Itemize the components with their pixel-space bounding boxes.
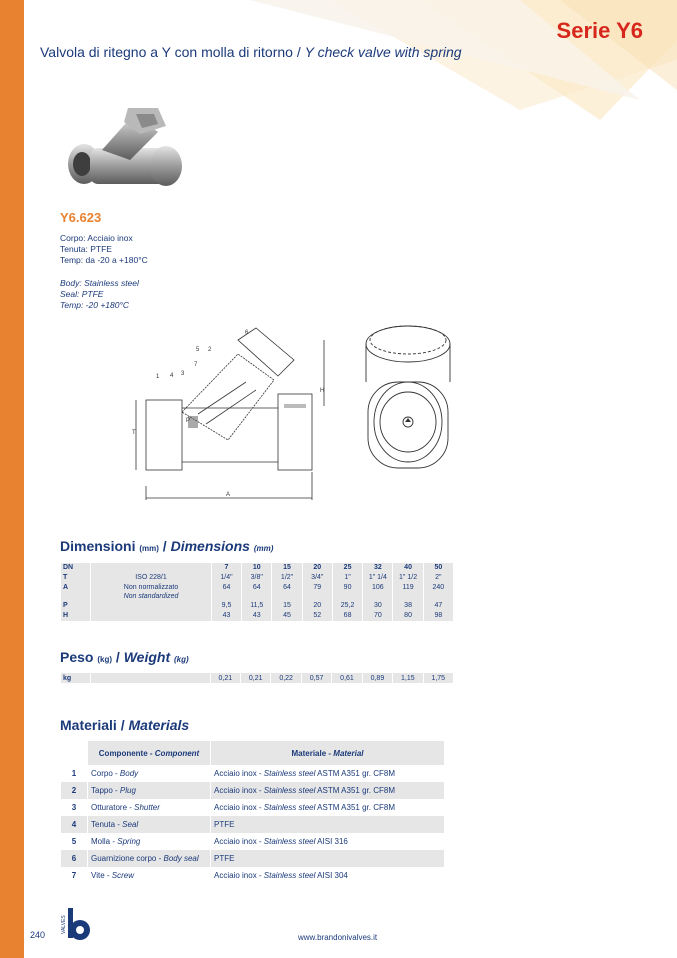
weight-title-en: Weight	[123, 649, 171, 665]
component-en: Shutter	[134, 803, 160, 812]
dimensions-cell: 11,5	[242, 601, 272, 611]
materials-heading	[60, 717, 189, 733]
callout-2: 2	[208, 347, 212, 353]
dimensions-cell: 1" 1/2	[393, 573, 423, 583]
valve-side-view	[358, 322, 458, 470]
materials-row-number: 2	[61, 782, 88, 799]
dimensions-row	[61, 563, 454, 573]
dimensions-row-label: DN	[61, 563, 91, 573]
spec-temp-it: Temp: da -20 a +180°C	[60, 255, 148, 265]
materials-sep: /	[116, 717, 129, 733]
weight-unit-en: (kg)	[174, 655, 189, 664]
material-en: Stainless steel	[263, 769, 316, 778]
materials-row	[61, 833, 445, 850]
page-number: 240	[30, 930, 46, 940]
component-it: Tenuta	[91, 820, 116, 829]
dimensions-heading	[60, 538, 273, 554]
dimensions-cell: 1/2"	[272, 573, 302, 583]
component-it: Vite	[91, 871, 105, 880]
callout-3: 3	[181, 371, 185, 377]
weight-cell: 1,75	[423, 673, 453, 683]
dimensions-table	[60, 563, 453, 621]
materials-material: Acciaio inox - Stainless steel ASTM A351 gr. CF8M	[211, 782, 445, 799]
dimensions-cell: 25,2	[332, 601, 362, 611]
component-en: Plug	[119, 786, 136, 795]
weight-cell: 0,22	[271, 673, 301, 683]
dimensions-row	[61, 583, 454, 601]
dimensions-row-label: P	[61, 601, 91, 611]
weight-cell: 1,15	[393, 673, 423, 683]
materials-row	[61, 867, 445, 884]
weight-cell: 0,21	[241, 673, 271, 683]
component-it: Tappo	[91, 786, 113, 795]
component-en: Seal	[122, 820, 139, 829]
materials-row-number: 6	[61, 850, 88, 867]
dimensions-row	[61, 573, 454, 583]
dimensions-cell: 15	[272, 563, 302, 573]
title-en: Y check valve with spring	[304, 44, 462, 60]
material-it: Acciaio inox	[214, 769, 257, 778]
component-en: Body seal	[163, 854, 199, 863]
dimensions-cell: 240	[423, 583, 453, 601]
component-it: Molla	[91, 837, 111, 846]
dimensions-row-desc	[91, 583, 212, 601]
weight-label: kg	[61, 673, 91, 683]
weight-cell: 0,89	[362, 673, 392, 683]
dimensions-desc-it: ISO 228/1	[135, 574, 167, 581]
materials-component: Corpo - Body	[88, 765, 211, 782]
dimensions-cell: 20	[302, 601, 332, 611]
material-en: Stainless steel	[263, 786, 316, 795]
material-standard: ASTM A351 gr. CF8M	[317, 786, 395, 795]
dimensions-cell: 79	[302, 583, 332, 601]
dimensions-title-it: Dimensioni	[60, 538, 136, 554]
product-code: Y6.623	[60, 210, 102, 225]
dimensions-cell: 52	[302, 611, 332, 621]
dimensions-cell: 1/4"	[211, 573, 241, 583]
materials-row-number: 5	[61, 833, 88, 850]
dimensions-cell: 1"	[332, 573, 362, 583]
spec-body-en: Body: Stainless steel	[60, 278, 139, 288]
spec-temp-en: Temp: -20 +180°C	[60, 300, 130, 310]
dimensions-row-desc	[91, 573, 212, 583]
dimensions-cell: 40	[393, 563, 423, 573]
dim-h: H	[320, 388, 325, 394]
weight-cell: 0,57	[301, 673, 331, 683]
dimensions-cell: 3/4"	[302, 573, 332, 583]
materials-table	[60, 741, 444, 884]
valve-photo	[58, 100, 194, 204]
valve-section-drawing	[128, 320, 328, 500]
website-url: www.brandonivalves.it	[298, 933, 378, 942]
dimensions-row-label: A	[61, 583, 91, 601]
callout-6: 6	[245, 330, 249, 336]
material-it: PTFE	[214, 854, 235, 863]
weight-unit-it: (kg)	[97, 655, 113, 664]
material-standard: ASTM A351 gr. CF8M	[317, 803, 395, 812]
dimensions-cell: 64	[272, 583, 302, 601]
callout-4: 4	[170, 373, 174, 379]
materials-title-en: Materials	[128, 717, 190, 733]
dimensions-cell: 90	[332, 583, 362, 601]
callout-7: 7	[194, 362, 198, 368]
dimensions-cell: 38	[393, 601, 423, 611]
series-title: Serie Y6	[556, 18, 643, 43]
materials-component: Tappo - Plug	[88, 782, 211, 799]
dimensions-row-label: H	[61, 611, 91, 621]
callout-1: 1	[156, 374, 160, 380]
material-it: Acciaio inox	[214, 786, 257, 795]
dimensions-cell: 2"	[423, 573, 453, 583]
component-it: Otturatore	[91, 803, 128, 812]
dimensions-row-desc	[91, 563, 212, 573]
materials-row	[61, 799, 445, 816]
material-it: Acciaio inox	[214, 871, 257, 880]
dimensions-sep: /	[158, 538, 171, 554]
component-it: Corpo	[91, 769, 113, 778]
material-en: Stainless steel	[263, 837, 316, 846]
materials-material: Acciaio inox - Stainless steel ASTM A351 gr. CF8M	[211, 799, 445, 816]
weight-desc-blank	[91, 673, 210, 683]
component-en: Spring	[117, 837, 141, 846]
dimensions-cell: 98	[423, 611, 453, 621]
materials-row	[61, 850, 445, 867]
callout-5: 5	[196, 347, 200, 353]
material-it: PTFE	[214, 820, 235, 829]
dimensions-cell: 1" 1/4	[363, 573, 393, 583]
dimensions-cell: 7	[211, 563, 241, 573]
dimensions-desc-en: Non standardized	[123, 593, 179, 600]
dimensions-cell: 106	[363, 583, 393, 601]
materials-row	[61, 765, 445, 782]
dimensions-cell: 47	[423, 601, 453, 611]
dimensions-cell: 119	[393, 583, 423, 601]
page-title	[40, 44, 462, 60]
component-en: Body	[119, 769, 139, 778]
weight-title-it: Peso	[60, 649, 94, 665]
materials-material: Acciaio inox - Stainless steel ASTM A351 gr. CF8M	[211, 765, 445, 782]
materials-row-number: 4	[61, 816, 88, 833]
materials-material	[211, 850, 445, 867]
orange-sidebar	[0, 0, 24, 958]
dimensions-cell: 50	[423, 563, 453, 573]
material-standard: ASTM A351 gr. CF8M	[317, 769, 395, 778]
materials-header-material: Materiale - Material	[211, 741, 445, 765]
brandoni-logo	[58, 904, 94, 944]
weight-cell: 0,21	[210, 673, 240, 683]
weight-heading	[60, 649, 189, 665]
weight-sep: /	[112, 649, 124, 665]
dimensions-cell: 43	[211, 611, 241, 621]
dimensions-row	[61, 611, 454, 621]
materials-row-number: 3	[61, 799, 88, 816]
dimensions-cell: 30	[363, 601, 393, 611]
material-it: Acciaio inox	[214, 803, 257, 812]
dimensions-cell: 25	[332, 563, 362, 573]
spec-seal-it: Tenuta: PTFE	[60, 244, 112, 254]
materials-row-number: 1	[61, 765, 88, 782]
dimensions-unit-en: (mm)	[253, 544, 274, 553]
materials-component: Tenuta - Seal	[88, 816, 211, 833]
material-it: Acciaio inox	[214, 837, 257, 846]
dimensions-cell: 15	[272, 601, 302, 611]
materials-component: Molla - Spring	[88, 833, 211, 850]
dimensions-cell: 20	[302, 563, 332, 573]
dimensions-cell: 64	[211, 583, 241, 601]
materials-header-component: Componente - Component	[88, 741, 211, 765]
materials-title-it: Materiali	[60, 717, 117, 733]
dimensions-cell: 68	[332, 611, 362, 621]
weight-cell: 0,61	[332, 673, 362, 683]
materials-row-number: 7	[61, 867, 88, 884]
dimensions-row-desc	[91, 601, 212, 611]
dimensions-cell: 10	[242, 563, 272, 573]
dimensions-cell: 9,5	[211, 601, 241, 611]
dimensions-unit-it: (mm)	[139, 544, 159, 553]
title-separator: /	[292, 44, 305, 60]
material-en: Stainless steel	[263, 871, 316, 880]
dimensions-desc-it: Non normalizzato	[123, 584, 179, 591]
dimensions-cell: 45	[272, 611, 302, 621]
dimensions-cell: 80	[393, 611, 423, 621]
material-en: Stainless steel	[263, 803, 316, 812]
materials-material: Acciaio inox - Stainless steel AISI 304	[211, 867, 445, 884]
dimensions-row-label: T	[61, 573, 91, 583]
logo-text: VALVES	[61, 915, 67, 934]
materials-component: Otturatore - Shutter	[88, 799, 211, 816]
dimensions-cell: 70	[363, 611, 393, 621]
materials-material	[211, 816, 445, 833]
material-standard: AISI 316	[317, 837, 348, 846]
dimensions-row	[61, 601, 454, 611]
materials-header-blank	[61, 741, 88, 765]
material-standard: AISI 304	[317, 871, 348, 880]
materials-component: Vite - Screw	[88, 867, 211, 884]
dim-p: P	[186, 418, 191, 424]
dimensions-cell: 32	[363, 563, 393, 573]
weight-table	[60, 673, 453, 683]
title-it: Valvola di ritegno a Y con molla di ritorno	[40, 44, 293, 60]
dim-a: A	[226, 492, 231, 498]
dimensions-row-desc	[91, 611, 212, 621]
materials-component: Guarnizione corpo - Body seal	[88, 850, 211, 867]
component-it: Guarnizione corpo	[91, 854, 157, 863]
spec-body-it: Corpo: Acciaio inox	[60, 233, 133, 243]
dimensions-title-en: Dimensions	[170, 538, 250, 554]
materials-material: Acciaio inox - Stainless steel AISI 316	[211, 833, 445, 850]
dim-t: T	[132, 430, 136, 436]
materials-row	[61, 782, 445, 799]
materials-row	[61, 816, 445, 833]
dimensions-cell: 43	[242, 611, 272, 621]
component-en: Screw	[111, 871, 134, 880]
dimensions-cell: 3/8"	[242, 573, 272, 583]
spec-seal-en: Seal: PTFE	[60, 289, 104, 299]
dimensions-cell: 64	[242, 583, 272, 601]
